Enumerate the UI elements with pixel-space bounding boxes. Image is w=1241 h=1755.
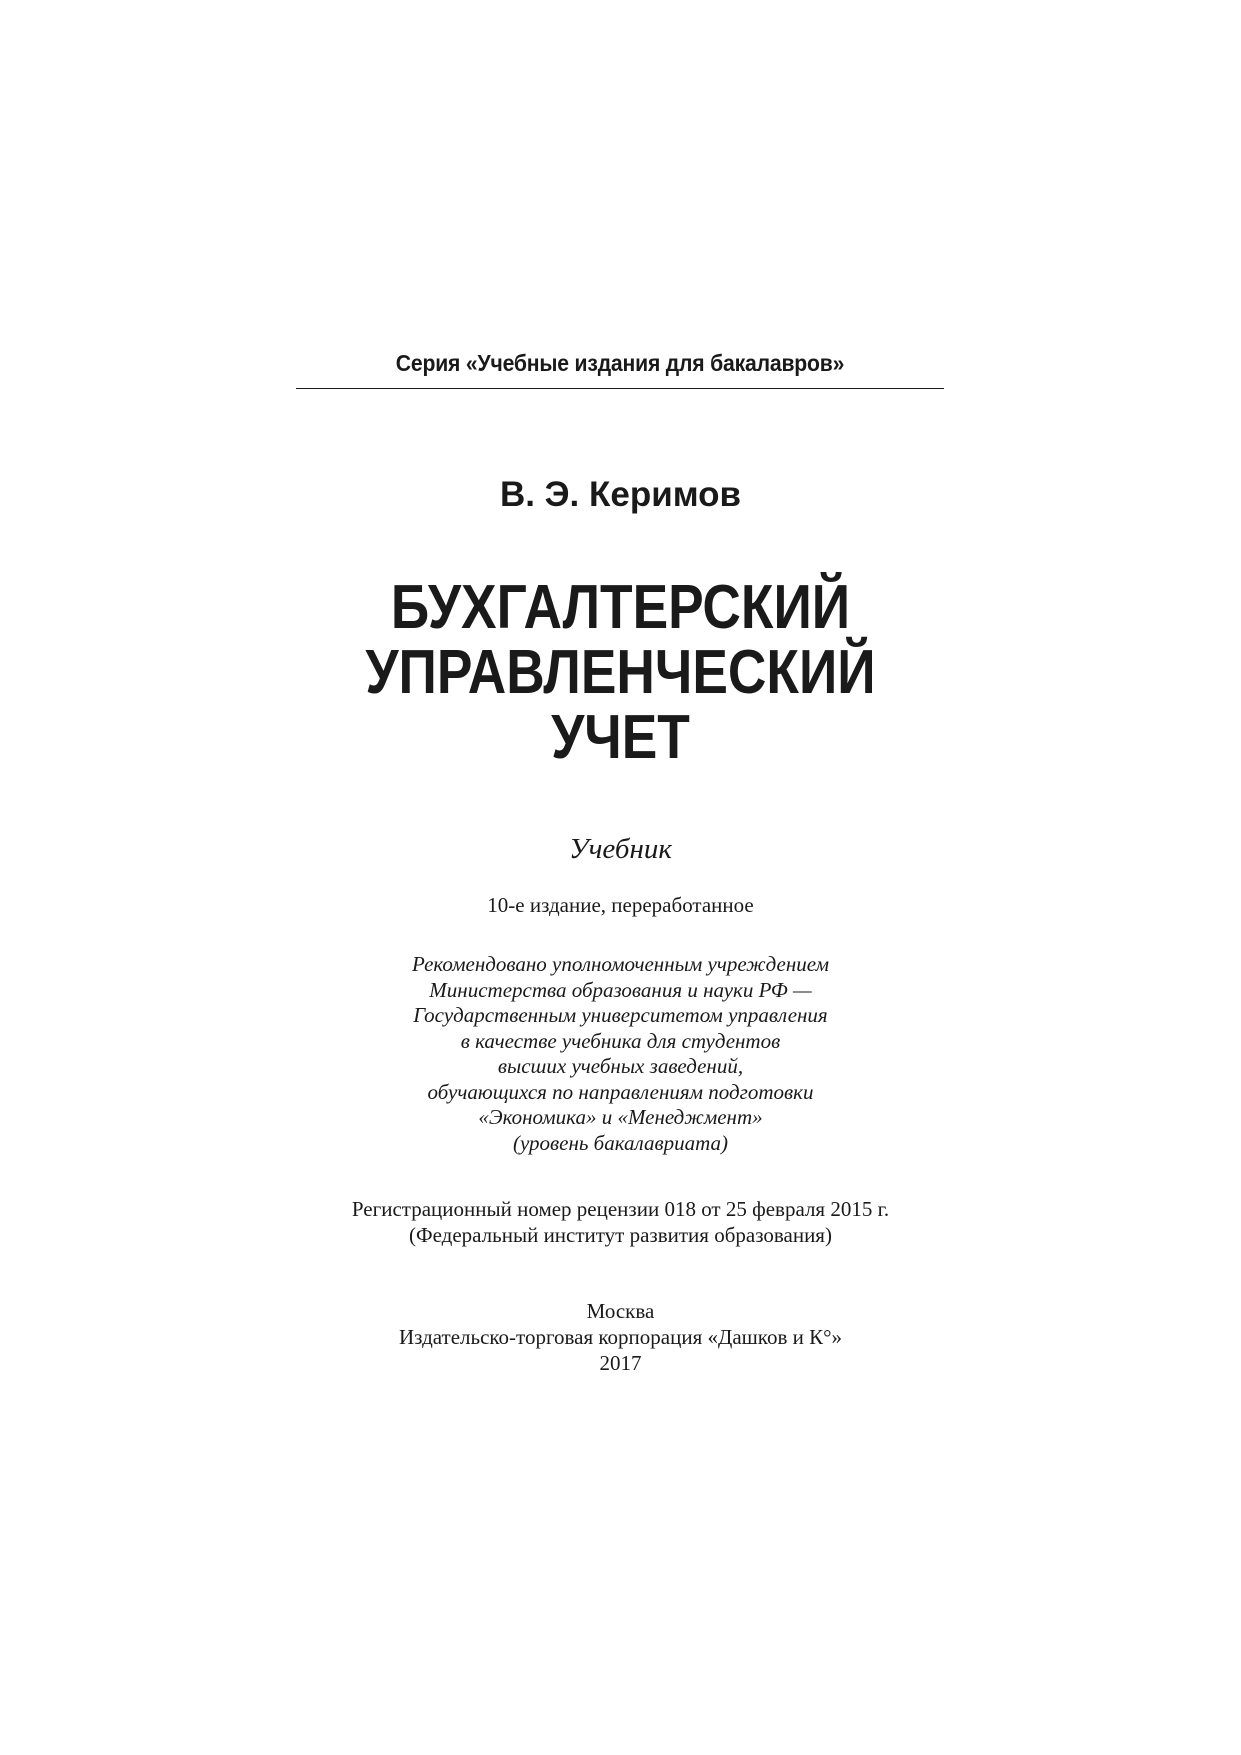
recommendation-line: в качестве учебника для студентов <box>460 1028 781 1053</box>
recommendation-line: Рекомендовано уполномоченным учреждением <box>412 952 829 976</box>
book-title-line: БУХГАЛТЕРСКИЙ <box>390 573 851 642</box>
imprint-year: 2017 <box>599 1351 642 1375</box>
recommendation-line: Государственным университетом управления <box>413 1003 828 1027</box>
recommendation-line: высших учебных заведений, <box>497 1054 744 1078</box>
recommendation-line: (уровень бакалавриата) <box>512 1130 728 1155</box>
book-title-line: УЧЕТ <box>551 703 690 772</box>
author-name: В. Э. Керимов <box>499 475 742 514</box>
book-type: Учебник <box>569 833 672 865</box>
recommendation-line: «Экономика» и «Менеджмент» <box>478 1105 763 1129</box>
recommendation-line: Министерства образования и науки РФ — <box>429 977 812 1002</box>
imprint-publisher: Издательско-торговая корпорация «Дашков и К°» <box>399 1325 842 1349</box>
registration-line: Регистрационный номер рецензии 018 от 25 февраля 2015 г. <box>351 1197 890 1221</box>
recommendation-line: обучающихся по направлениям подготовки <box>427 1079 814 1104</box>
imprint-city: Москва <box>586 1299 655 1323</box>
edition-info: 10-е издание, переработанное <box>487 893 754 917</box>
book-title-line: УПРАВЛЕНЧЕСКИЙ <box>365 638 876 707</box>
recommendation-block <box>0 952 1241 1156</box>
registration-block <box>0 1196 1241 1248</box>
series-divider <box>296 388 944 389</box>
registration-line: (Федеральный институт развития образования) <box>409 1223 832 1247</box>
series-line: Серия «Учебные издания для бакалавров» <box>395 350 845 376</box>
book-title <box>87 575 1154 770</box>
imprint-block <box>0 1298 1241 1376</box>
